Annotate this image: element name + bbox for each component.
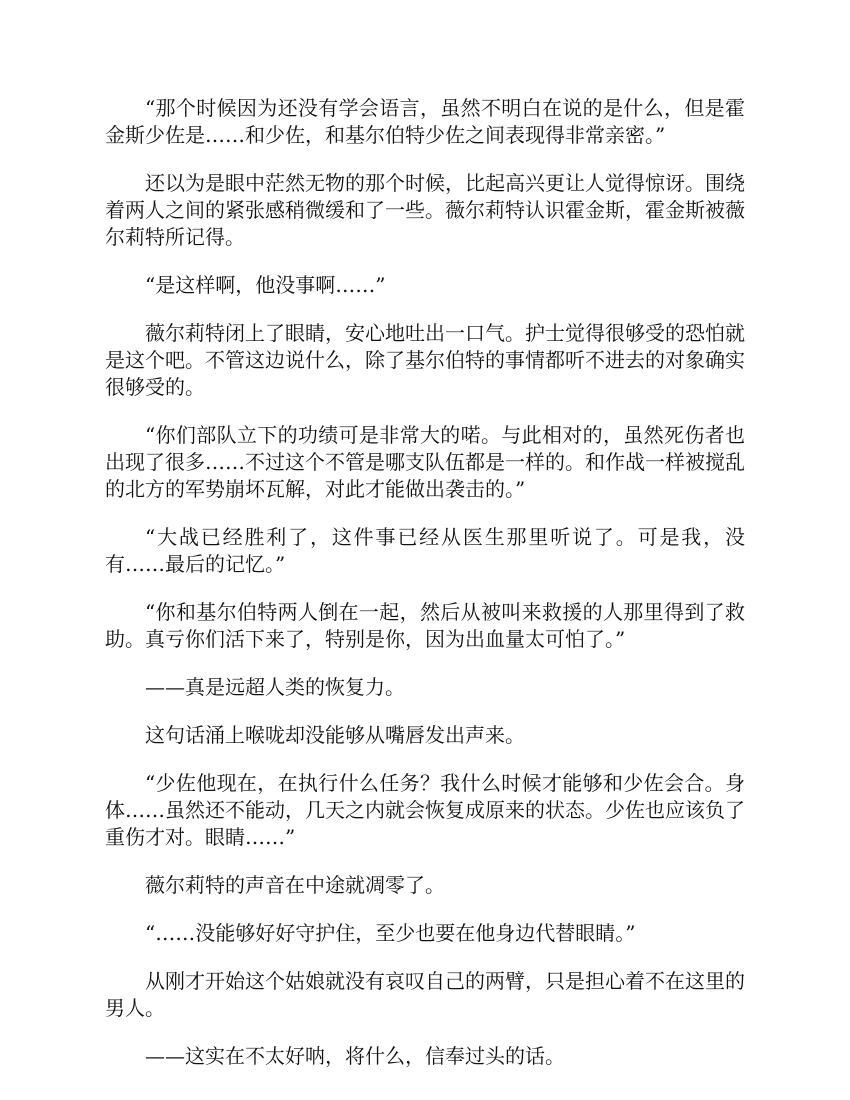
paragraph-1: “那个时候因为还没有学会语言，虽然不明白在说的是什么，但是霍金斯少佐是……和少佐，和基尔伯特少佐之间表现得非常亲密。” — [105, 96, 745, 147]
paragraph-4: 薇尔莉特闭上了眼睛，安心地吐出一口气。护士觉得很够受的恐怕就是这个吧。不管这边说什么，除了基尔伯特的事情都听不进去的对象确实很够受的。 — [105, 321, 745, 399]
paragraph-14: ——这实在不太好呐，将什么，信奉过头的话。 — [145, 1044, 565, 1068]
paragraph-5: “你们部队立下的功绩可是非常大的喏。与此相对的，虽然死伤者也出现了很多……不过这个不管是哪支队伍都是一样的。和作战一样被搅乱的北方的军势崩坏瓦解，对此才能做出袭击的。” — [105, 423, 745, 501]
paragraph-11: 薇尔莉特的声音在中途就凋零了。 — [145, 873, 445, 897]
paragraph-13: 从刚才开始这个姑娘就没有哀叹自己的两臂，只是担心着不在这里的男人。 — [105, 969, 745, 1020]
paragraph-3: “是这样啊，他没事啊……” — [145, 273, 386, 297]
paragraph-8: ——真是远超人类的恢复力。 — [145, 675, 405, 699]
body-text — [105, 95, 745, 1070]
paragraph-6: “大战已经胜利了，这件事已经从医生那里听说了。可是我，没有……最后的记忆。” — [105, 525, 745, 576]
paragraph-7: “你和基尔伯特两人倒在一起，然后从被叫来救援的人那里得到了救助。真亏你们活下来了，特别是你，因为出血量太可怕了。” — [105, 600, 745, 651]
paragraph-2: 还以为是眼中茫然无物的那个时候，比起高兴更让人觉得惊讶。围绕着两人之间的紧张感稍微缓和了一些。薇尔莉特认识霍金斯，霍金斯被薇尔莉特所记得。 — [105, 171, 745, 249]
paragraph-12: “……没能够好好守护住，至少也要在他身边代替眼睛。” — [145, 921, 636, 945]
paragraph-10: “少佐他现在，在执行什么任务？我什么时候才能够和少佐会合。身体……虽然还不能动，几天之内就会恢复成原来的状态。少佐也应该负了重伤才对。眼睛……” — [105, 771, 745, 849]
paragraph-9: 这句话涌上喉咙却没能够从嘴唇发出声来。 — [145, 723, 525, 747]
